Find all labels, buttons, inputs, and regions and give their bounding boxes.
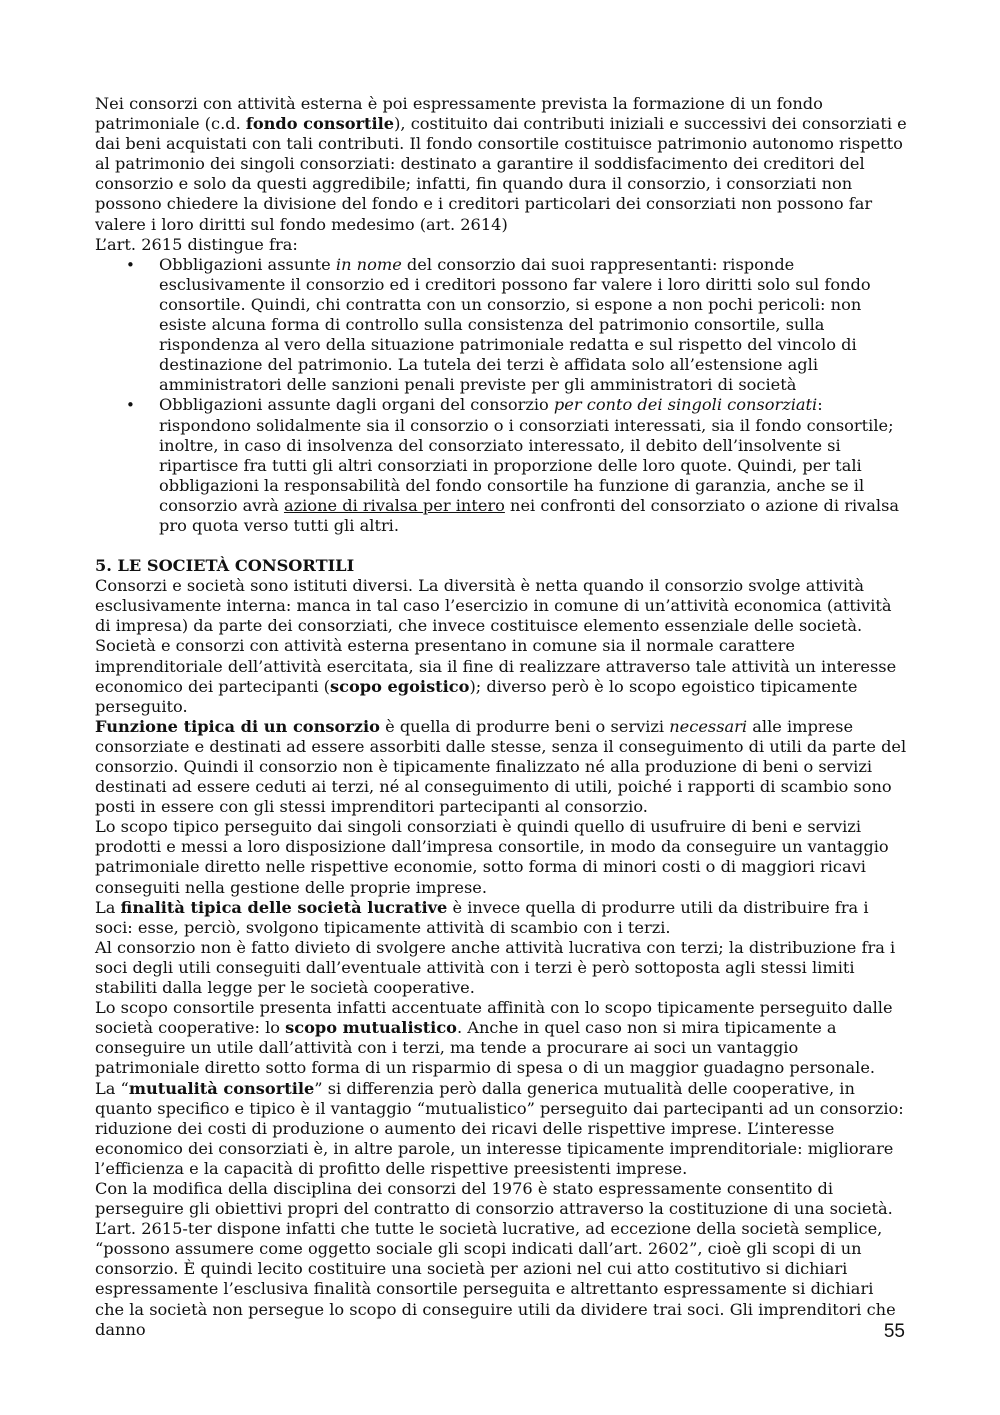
- page-number: 55: [883, 1321, 905, 1342]
- section-heading: 5. LE SOCIETÀ CONSORTILI: [95, 556, 355, 576]
- text: Nei consorzi con attività esterna è poi espressamente prevista la formazione di un fondo patrimoniale (c.d.: [95, 94, 823, 134]
- text: La “: [95, 1078, 129, 1098]
- italic-term: necessari: [669, 716, 748, 736]
- paragraph: [95, 1079, 907, 1179]
- paragraph-art-2615: L’art. 2615 distingue fra:: [95, 234, 298, 254]
- text: alle imprese consorziate e destinati ad essere assorbiti dalle stesse, senza il conseguimento di utili da parte del consorzio. Quindi il consorzio non è tipicamente finalizzato né alla produzione di beni o servizi destinati ad essere ceduti ai terzi, né al conseguimento di utili, poiché i rapporti di scambio sono posti in essere con gli stessi imprenditori partecipanti al consorzio.: [95, 716, 907, 817]
- text: ” si differenzia però dalla generica mutualità delle cooperative, in quanto specifico e tipico è il vantaggio “mutualistico” perseguito dai partecipanti ad un consorzio: riduzione dei costi di produzione o aumento dei ricavi delle rispettive imprese. L’interesse economico dei consorziati è, in altre parole, un interesse tipicamente imprenditoriale: migliorare l’efficienza e la capacità di profitto delle rispettive preesistenti imprese.: [95, 1078, 904, 1178]
- text: : rispondono solidalmente sia il consorzio o i consorziati interessati, sia il fondo consortile; inoltre, in caso di insolvenza del consorziato interessato, il debito dell’insolvente si ripartisce fra tutti gli altri consorziati in proporzione delle loro quote. Quindi, per tali obbligazioni la responsabilità del fondo consortile ha funzione di garanzia, anche se il consorzio avrà: [159, 395, 894, 515]
- text: La: [95, 897, 121, 917]
- text: ), costituito dai contributi iniziali e successivi dei consorziati e dai beni acquistati con tali contributi. Il fondo consortile costituisce patrimonio autonomo rispetto al patrimonio dei singoli consorziati: destinato a garantire il soddisfacimento dei creditori del consorzio e solo da questi aggredibile; infatti, fin quando dura il consorzio, i consorziati non possono chiedere la divisione del fondo e i creditori particolari dei consorziati non possono far valere i loro diritti sul fondo medesimo (art. 2614): [95, 114, 907, 234]
- paragraph: Al consorzio non è fatto divieto di svolgere anche attività lucrativa con terzi; la distribuzione fra i soci degli utili conseguiti dall’eventuale attività con i terzi è però sottoposta agli stessi limiti stabiliti dalla legge per le società cooperative.: [95, 937, 896, 998]
- text: nei confronti del consorziato o azione di rivalsa pro quota verso tutti gli altri.: [159, 495, 900, 535]
- list-item: [95, 255, 907, 396]
- bold-term: mutualità consortile: [128, 1078, 315, 1098]
- obligations-list: [95, 255, 907, 536]
- text: Lo scopo consortile presenta infatti accentuate affinità con lo scopo tipicamente perseguito dalle società cooperative: lo: [95, 998, 893, 1038]
- italic-term: in nome: [335, 254, 402, 274]
- text: Consorzi e società sono istituti diversi. La diversità è netta quando il consorzio svolge attività esclusivamente interna: manca in tal caso l’esercizio in comune di un’attività economica (attività di impresa) da parte dei consorziati, che invece costituisce elemento essenziale delle società. Società e consorzi con attività esterna presentano in comune sia il normale carattere imprenditoriale dell’attività esercitata, sia il fine di realizzare attraverso tale attività un interesse economico dei partecipanti (: [95, 576, 897, 696]
- document-body: [95, 94, 907, 1340]
- italic-term: per conto dei singoli consorziati: [553, 395, 818, 415]
- paragraph: Lo scopo tipico perseguito dai singoli consorziati è quindi quello di usufruire di beni e servizi prodotti e messi a loro disposizione dall’impresa consortile, in modo da conseguire un vantaggio patrimoniale diretto nelle rispettive economie, sotto forma di minori costi o di maggiori ricavi conseguiti nella gestione delle proprie imprese.: [95, 817, 889, 897]
- text: Obbligazioni assunte dagli organi del consorzio: [159, 395, 554, 415]
- bullet-icon: •: [126, 255, 135, 274]
- paragraph-fondo-consortile: [95, 94, 907, 235]
- text: è quella di produrre beni o servizi: [379, 716, 670, 736]
- paragraph: [95, 998, 907, 1078]
- text: . Anche in quel caso non si mira tipicamente a conseguire un utile dall’attività con i terzi, ma tende a procurare ai soci un vantaggio patrimoniale diretto sotto forma di un risparmio di spesa o di un maggior guadagno personale.: [95, 1018, 876, 1078]
- paragraph: Con la modifica della disciplina dei consorzi del 1976 è stato espressamente consentito di perseguire gli obiettivi propri del contratto di consorzio attraverso la costituzione di una società. L’art. 2615-ter dispone infatti che tutte le società lucrative, ad eccezione della società semplice, “possono assumere come oggetto sociale gli scopi indicati dall’art. 2602”, cioè gli scopi di un consorzio. È quindi lecito costituire una società per azioni nel cui atto costitutivo si dichiari espressamente l’esclusiva finalità consortile perseguita e altrettanto espressamente si dichiari che la società non persegue lo scopo di conseguire utili da dividere trai soci. Gli imprenditori che danno: [95, 1178, 896, 1339]
- paragraph: [95, 717, 907, 817]
- bullet-icon: •: [126, 396, 135, 415]
- text: Obbligazioni assunte: [159, 254, 336, 274]
- underlined-term: azione di rivalsa per intero: [283, 495, 505, 515]
- text: ); diverso però è lo scopo egoistico tipicamente perseguito.: [95, 676, 858, 716]
- list-item: [95, 395, 907, 536]
- text: è invece quella di produrre utili da distribuire fra i soci: esse, perciò, svolgono tipicamente attività di scambio con i terzi.: [95, 897, 869, 937]
- bold-term: Funzione tipica di un consorzio: [95, 716, 380, 736]
- bold-term: finalità tipica delle società lucrative: [120, 897, 448, 917]
- bold-term: scopo mutualistico: [285, 1018, 457, 1038]
- text: del consorzio dai suoi rappresentanti: risponde esclusivamente il consorzio ed i creditori possono far valere i loro diritti solo sul fondo consortile. Quindi, chi contratta con un consorzio, si espone a non pochi pericoli: non esiste alcuna forma di controllo sulla consistenza del patrimonio consortile, sulla rispondenza al vero della situazione patrimoniale redatta e sul rispetto del vincolo di destinazione del patrimonio. La tutela dei terzi è affidata solo all’estensione agli amministratori delle sanzioni penali previste per gli amministratori di società: [159, 254, 871, 395]
- paragraph: [95, 576, 907, 717]
- bold-term-fondo-consortile: fondo consortile: [245, 114, 395, 134]
- spacer: [95, 536, 907, 556]
- bold-term: scopo egoistico: [329, 676, 470, 696]
- paragraph: [95, 898, 907, 938]
